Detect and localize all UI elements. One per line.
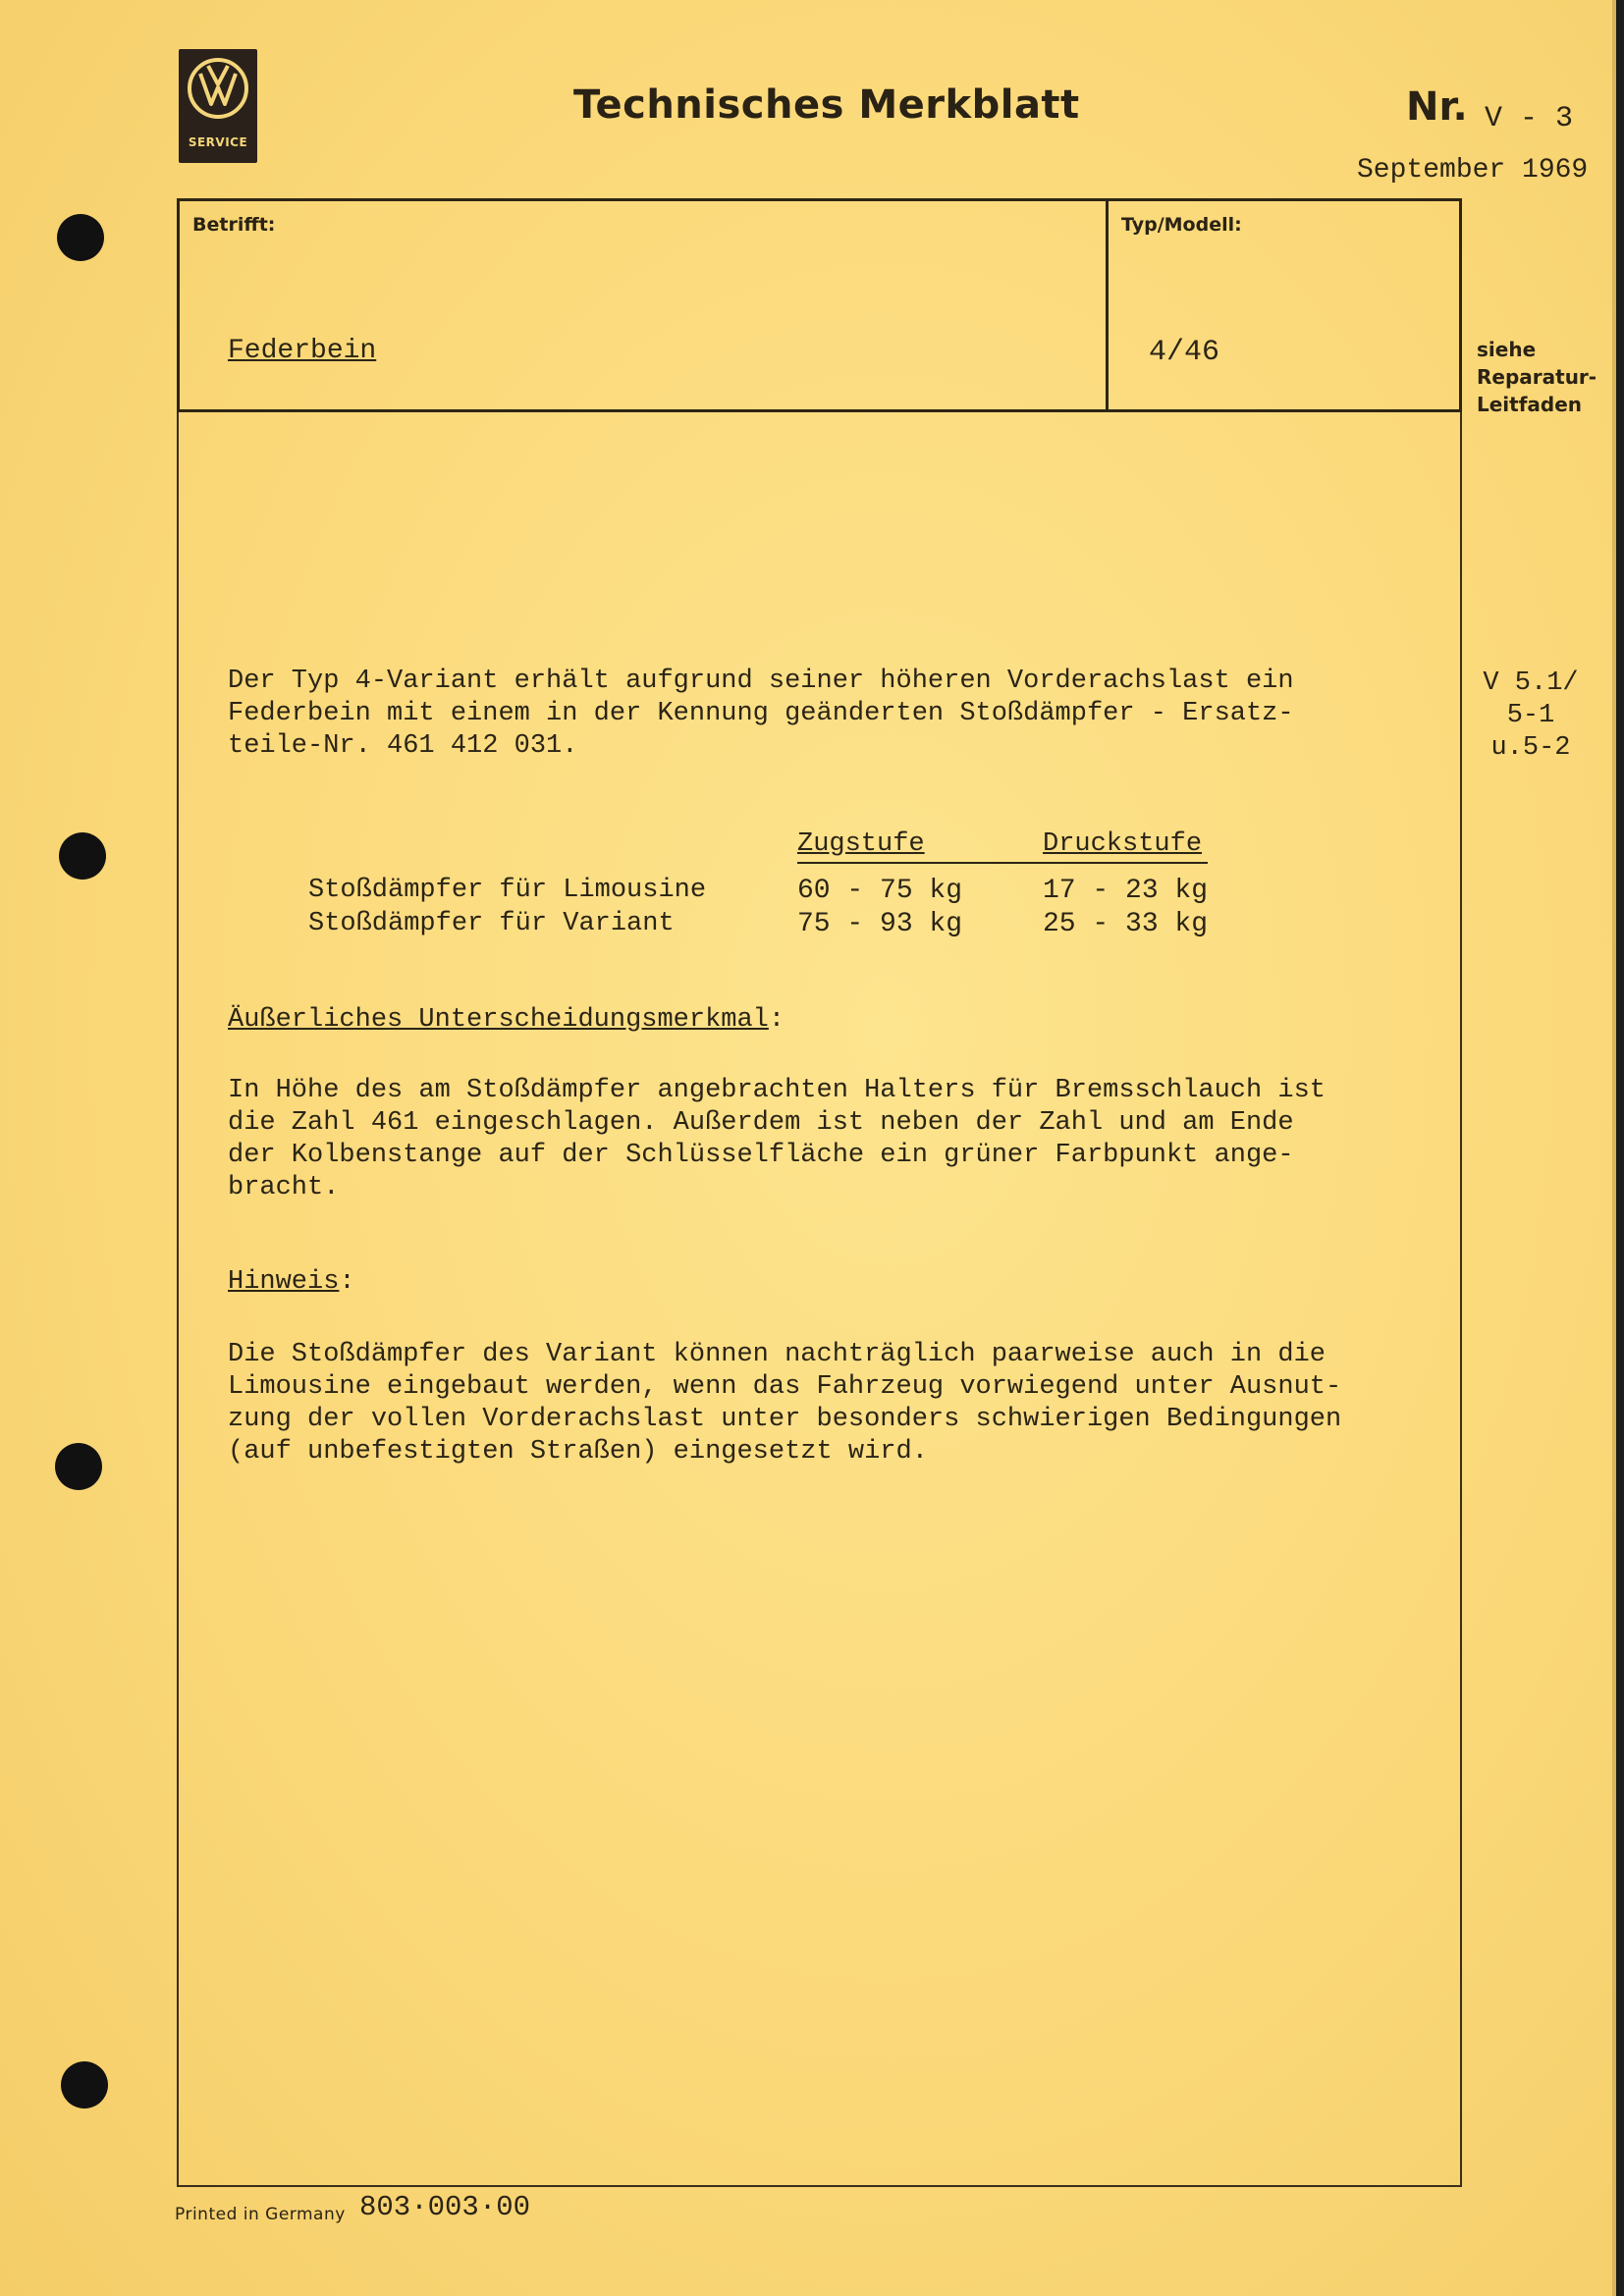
typ-modell-label: Typ/Modell:: [1121, 214, 1242, 236]
text-line: die Zahl 461 eingeschlagen. Außerdem ist neben der Zahl und am Ende: [228, 1108, 1294, 1138]
text-line: Der Typ 4-Variant erhält aufgrund seiner höheren Vorderachslast ein: [228, 667, 1294, 696]
column-header-druckstufe: Druckstufe: [1043, 829, 1203, 859]
punch-hole: [55, 1443, 102, 1490]
header-divider: [1106, 198, 1109, 412]
text-line: (auf unbefestigten Straßen) eingesetzt wird.: [228, 1437, 928, 1467]
heading-text: Äußerliches Unterscheidungsmerkmal: [228, 1005, 769, 1035]
text-line: zung der vollen Vorderachslast unter besonders schwierigen Bedingungen: [228, 1405, 1342, 1434]
paragraph-intro: [228, 666, 1294, 763]
side-reference-line: u.5-2: [1490, 733, 1571, 763]
punch-hole: [61, 2061, 108, 2109]
number-label: Nr.: [1406, 84, 1468, 130]
table-row-label: Stoßdämpfer für Variant: [308, 909, 675, 938]
column-header-zugstufe: Zugstufe: [797, 829, 925, 859]
document-title: Technisches Merkblatt: [573, 82, 1080, 128]
vw-service-logo: [179, 49, 257, 163]
side-reference-line: V 5.1/: [1483, 668, 1579, 698]
table-header-rule: [797, 862, 1208, 864]
logo-service-label: SERVICE: [188, 135, 248, 149]
side-note-line: Reparatur-: [1477, 365, 1597, 389]
text-line: Limousine eingebaut werden, wenn das Fahrzeug vorwiegend unter Ausnut-: [228, 1372, 1342, 1402]
punch-hole: [59, 832, 106, 880]
heading-text: Hinweis: [228, 1267, 340, 1297]
text-line: Die Stoßdämpfer des Variant können nachträglich paarweise auch in die: [228, 1340, 1326, 1369]
text-line: teile-Nr. 461 412 031.: [228, 731, 578, 761]
section-heading-hint: Hinweis:: [228, 1267, 355, 1297]
side-reference: [1467, 667, 1595, 765]
table-cell-druckstufe: 25 - 33 kg: [1043, 909, 1209, 939]
section-heading-distinguishing-feature: Äußerliches Unterscheidungsmerkmal:: [228, 1005, 785, 1035]
table-cell-zugstufe: 60 - 75 kg: [797, 876, 963, 906]
paragraph-hint: [228, 1339, 1341, 1468]
issue-date: September 1969: [1357, 155, 1589, 186]
footer-form-code: 803·003·00: [359, 2191, 531, 2223]
subject-value: Federbein: [228, 336, 377, 366]
side-note-line: siehe: [1477, 338, 1537, 361]
paragraph-feature: [228, 1075, 1326, 1204]
text-line: In Höhe des am Stoßdämpfer angebrachten Halters für Bremsschlauch ist: [228, 1076, 1326, 1105]
side-reference-line: 5-1: [1506, 701, 1555, 730]
table-row-label: Stoßdämpfer für Limousine: [308, 876, 707, 905]
table-cell-druckstufe: 17 - 23 kg: [1043, 876, 1209, 906]
text-line: bracht.: [228, 1173, 340, 1202]
number-value: V - 3: [1485, 102, 1574, 135]
header-box: [177, 198, 1462, 412]
model-value: 4/46: [1149, 336, 1220, 369]
vw-emblem-icon: [187, 57, 249, 120]
text-line: Federbein mit einem in der Kennung geänderten Stoßdämpfer - Ersatz-: [228, 699, 1294, 728]
betrifft-label: Betrifft:: [192, 214, 276, 236]
footer-printed-label: Printed in Germany: [175, 2205, 346, 2224]
table-cell-zugstufe: 75 - 93 kg: [797, 909, 963, 939]
text-line: der Kolbenstange auf der Schlüsselfläche ein grüner Farbpunkt ange-: [228, 1141, 1294, 1170]
punch-hole: [57, 214, 104, 261]
side-note: [1477, 336, 1604, 418]
side-note-line: Leitfaden: [1477, 393, 1583, 416]
